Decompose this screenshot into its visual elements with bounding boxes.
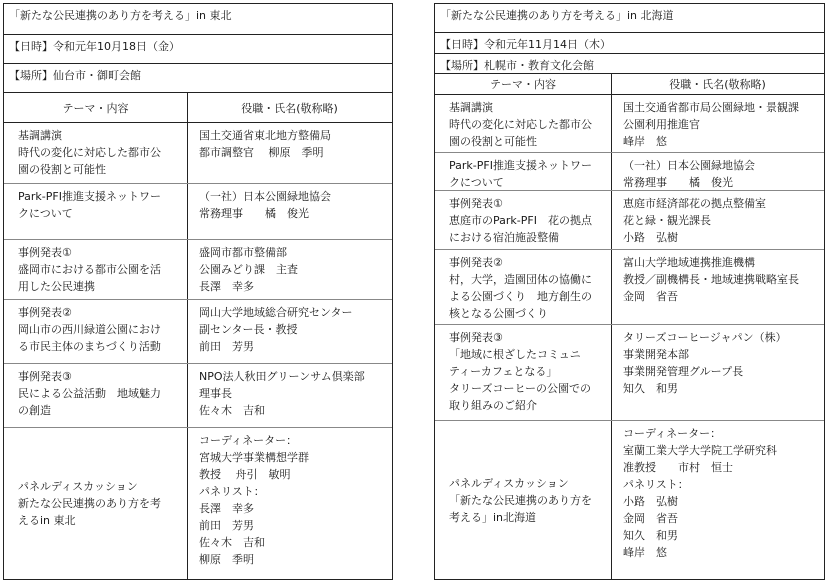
theme-line: 園の役割と可能性: [18, 163, 106, 176]
theme-line: 事例発表③: [18, 370, 72, 383]
person-line: コーディネーター：: [623, 427, 722, 440]
person-line: 峰岸 悠: [623, 135, 667, 148]
event-date: 【日時】令和元年11月14日（木）: [435, 33, 824, 54]
column-header: [4, 93, 392, 123]
theme-cell: [435, 421, 611, 579]
person-line: 常務理事 橘 俊光: [199, 207, 309, 220]
theme-line: パネルディスカッション: [449, 476, 569, 490]
theme-cell: [435, 153, 611, 190]
theme-line: 時代の変化に対応した都市公: [449, 118, 592, 131]
person-cell: [187, 364, 392, 427]
person-cell: [611, 153, 824, 190]
table-row: [435, 250, 824, 325]
person-cell: [187, 240, 392, 299]
person-line: 富山大学地域連携推進機構: [623, 256, 755, 269]
person-cell: [611, 191, 824, 249]
person-line: 准教授 市村 恒士: [623, 461, 733, 474]
theme-cell: [4, 240, 187, 299]
event-place: 【場所】仙台市・御町会館: [4, 64, 392, 93]
theme-cell: [435, 325, 611, 420]
person-line: コーディネーター：: [199, 434, 298, 447]
person-line: 公園利用推進官: [623, 118, 700, 131]
event-table-hokkaido: [434, 3, 825, 580]
theme-line: 恵庭市のPark-PFI 花の拠点: [449, 214, 592, 227]
person-cell: [611, 325, 824, 420]
theme-line: 「地域に根ざしたコミュニ: [449, 348, 581, 361]
theme-cell: [4, 123, 187, 183]
theme-line: 事例発表③: [449, 331, 503, 344]
person-line: 常務理事 橘 俊光: [623, 176, 733, 189]
person-line: 国土交通省都市局公園緑地・景観課: [623, 101, 799, 114]
theme-line: 新たな公民連携のあり方を考: [18, 497, 161, 510]
person-line: （一社）日本公園緑地協会: [623, 159, 755, 172]
person-line: 前田 芳男: [199, 519, 254, 532]
theme-line: 核となる公園づくり: [449, 307, 548, 320]
person-cell: [187, 300, 392, 363]
theme-line: クについて: [18, 207, 73, 220]
table-row: [435, 95, 824, 153]
person-line: 事業開発管理グループ長: [623, 365, 744, 378]
theme-line: 盛岡市における都市公園を活: [18, 263, 161, 276]
theme-line: 園の役割と可能性: [449, 135, 537, 148]
theme-line: Park-PFI推進支援ネットワー: [449, 159, 592, 172]
theme-line: クについて: [449, 176, 504, 189]
table-row: [4, 240, 392, 300]
theme-line: 民による公益活動 地域魅力: [18, 387, 161, 400]
theme-cell: [4, 428, 187, 579]
person-line: 盛岡市都市整備部: [199, 246, 287, 259]
person-cell: [187, 184, 392, 239]
person-line: 岡山大学地域総合研究センター: [199, 306, 353, 319]
theme-line: 岡山市の西川緑道公園におけ: [18, 323, 161, 336]
table-row: [4, 184, 392, 240]
theme-line: ティーカフェとなる」: [449, 365, 558, 378]
theme-line: における宿泊施設整備: [449, 231, 559, 244]
person-line: 長澤 幸多: [199, 280, 254, 293]
event-table-tohoku: [3, 3, 393, 580]
person-line: 佐々木 吉和: [199, 536, 265, 549]
theme-line: タリーズコーヒーの公園での: [449, 382, 592, 395]
table-row: [4, 123, 392, 184]
theme-cell: [4, 300, 187, 363]
person-line: 室蘭工業大学大学院工学研究科: [623, 444, 777, 457]
theme-line: Park-PFI推進支援ネットワー: [18, 190, 161, 203]
theme-line: 事例発表①: [449, 197, 503, 210]
theme-line: 村，大学，造園団体の協働に: [449, 273, 592, 286]
person-line: （一社）日本公園緑地協会: [199, 190, 331, 203]
event-date: 【日時】令和元年10月18日（金）: [4, 35, 392, 64]
theme-line: 考える」in北海道: [449, 510, 537, 524]
table-row: [4, 364, 392, 428]
table-title: 「新たな公民連携のあり方を考える」in 北海道: [435, 4, 824, 33]
person-line: 長澤 幸多: [199, 502, 254, 515]
column-person-label: 役職・氏名(敬称略): [669, 78, 766, 91]
person-line: 宮城大学事業構想学群: [199, 451, 309, 464]
person-line: パネリスト：: [199, 485, 265, 498]
person-line: 公園みどり課 主査: [199, 263, 298, 276]
person-line: 都市調整官 柳原 季明: [199, 146, 324, 159]
table-row: [435, 153, 824, 191]
person-line: 国土交通省東北地方整備局: [199, 129, 331, 142]
theme-line: る市民主体のまちづくり活動: [18, 340, 161, 353]
person-cell: [611, 95, 824, 152]
person-line: 事業開発本部: [623, 348, 689, 361]
person-line: 金岡 省吾: [623, 290, 678, 303]
person-line: 教授／副機構長・地域連携戦略室長: [623, 273, 799, 286]
theme-line: 時代の変化に対応した都市公: [18, 146, 161, 159]
theme-line: 事例発表②: [18, 306, 72, 319]
table-row: [435, 191, 824, 250]
theme-line: よる公園づくり 地方創生の: [449, 290, 592, 303]
table-title: 「新たな公民連携のあり方を考える」in 東北: [4, 4, 392, 35]
person-line: 佐々木 吉和: [199, 404, 265, 417]
theme-cell: [435, 250, 611, 324]
person-line: 金岡 省吾: [623, 512, 678, 525]
person-cell: [611, 421, 824, 579]
person-line: 峰岸 悠: [623, 546, 667, 559]
column-theme-label: テーマ・内容: [490, 78, 556, 91]
person-line: 恵庭市経済部花の拠点整備室: [623, 197, 766, 210]
theme-cell: [4, 184, 187, 239]
person-line: 小路 弘樹: [623, 231, 678, 244]
person-line: 花と緑・観光課長: [623, 214, 711, 227]
person-line: 柳原 季明: [199, 553, 254, 566]
theme-cell: [435, 95, 611, 152]
theme-line: 事例発表①: [18, 246, 72, 259]
person-cell: [611, 250, 824, 324]
person-line: 教授 舟引 敏明: [199, 468, 291, 481]
person-line: 知久 和男: [623, 382, 678, 395]
column-person-label: 役職・氏名(敬称略): [241, 101, 338, 115]
theme-line: 「新たな公民連携のあり方を: [449, 493, 592, 507]
column-theme-label: テーマ・内容: [62, 101, 129, 115]
theme-line: えるin 東北: [18, 514, 76, 527]
table-row: [4, 428, 392, 579]
table-row: [435, 421, 824, 579]
event-place: 【場所】札幌市・教育文化会館: [435, 54, 824, 74]
theme-line: 基調講演: [449, 101, 493, 114]
person-cell: [187, 428, 392, 579]
theme-line: 取り組みのご紹介: [449, 399, 537, 412]
person-line: 小路 弘樹: [623, 495, 678, 508]
theme-cell: [435, 191, 611, 249]
person-line: 副センター長・教授: [199, 323, 298, 336]
person-cell: [187, 123, 392, 183]
theme-line: 事例発表②: [449, 256, 503, 269]
table-row: [4, 300, 392, 364]
theme-cell: [4, 364, 187, 427]
theme-line: 基調講演: [18, 129, 62, 142]
theme-line: 用した公民連携: [18, 280, 95, 293]
person-line: パネリスト：: [623, 478, 689, 491]
person-line: タリーズコーヒージャパン（株）: [623, 331, 787, 344]
person-line: 前田 芳男: [199, 340, 254, 353]
table-row: [435, 325, 824, 421]
theme-line: パネルディスカッション: [18, 480, 138, 493]
person-line: 理事長: [199, 387, 232, 400]
person-line: NPO法人秋田グリーンサム倶楽部: [199, 370, 365, 383]
theme-line: の創造: [18, 404, 51, 417]
column-header: [435, 74, 824, 95]
person-line: 知久 和男: [623, 529, 678, 542]
